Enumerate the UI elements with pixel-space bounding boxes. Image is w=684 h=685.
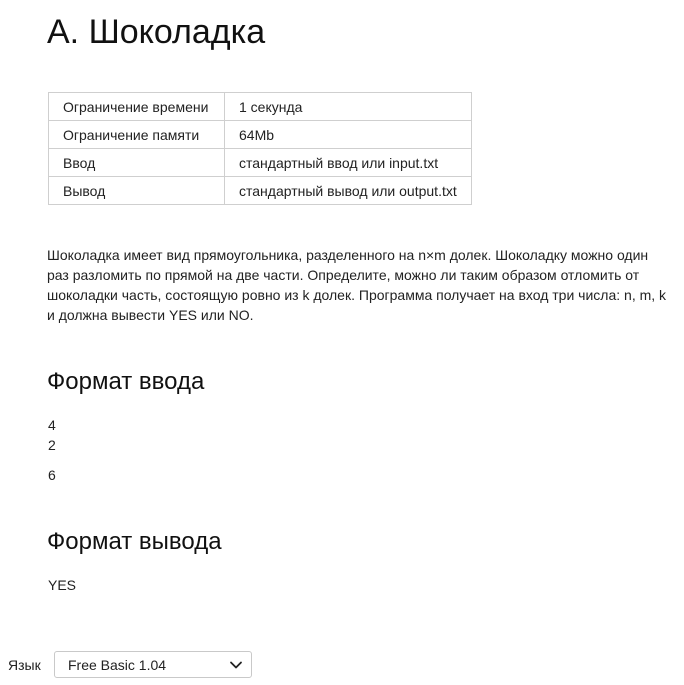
table-row [49, 93, 472, 121]
output-sample-line: YES [48, 577, 77, 593]
limits-table [48, 92, 472, 205]
limit-key: Ввод [49, 149, 225, 177]
table-row [49, 149, 472, 177]
language-selected-value: Free Basic 1.04 [68, 657, 167, 673]
input-sample-line: 2 [48, 437, 56, 453]
limit-key: Ограничение времени [49, 93, 225, 121]
limit-key: Ограничение памяти [49, 121, 225, 149]
input-format-heading: Формат ввода [47, 368, 205, 395]
problem-statement: Шоколадка имеет вид прямоугольника, разделенного на n×m долек. Шоколадку можно один раз разломить по прямой на две части. Определите, можно ли таким образом отломить от шоколадки часть, состоящую ровно из k долек. Программа получает на вход три числа: n, m, k и должна вывести YES или NO. [47, 247, 667, 323]
chevron-down-icon [229, 659, 243, 671]
table-row [49, 177, 472, 205]
limit-key: Вывод [49, 177, 225, 205]
limit-value: 64Mb [225, 121, 472, 149]
language-label: Язык [8, 657, 41, 673]
input-sample-line: 6 [48, 467, 56, 483]
problem-title: A. Шоколадка [47, 13, 266, 51]
limit-value: стандартный ввод или input.txt [225, 149, 472, 177]
table-row [49, 121, 472, 149]
limit-value: 1 секунда [225, 93, 472, 121]
language-select[interactable] [54, 651, 252, 678]
limit-value: стандартный вывод или output.txt [225, 177, 472, 205]
output-format-heading: Формат вывода [47, 528, 222, 555]
input-sample-line: 4 [48, 417, 56, 433]
